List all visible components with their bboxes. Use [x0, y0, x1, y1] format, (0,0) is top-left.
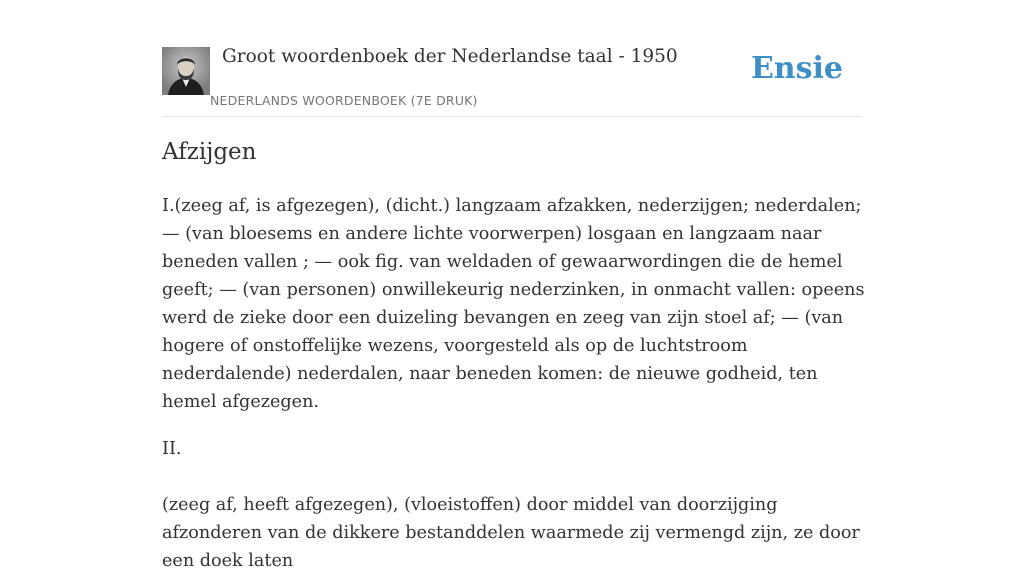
entry-title: Afzijgen — [162, 139, 257, 165]
source-subtitle[interactable]: NEDERLANDS WOORDENBOEK (7E DRUK) — [210, 93, 478, 108]
source-title[interactable]: Groot woordenboek der Nederlandse taal - 1950 — [222, 46, 678, 67]
definition-numeral-2: II. — [162, 439, 182, 459]
definition-1: I.(zeeg af, is afgezegen), (dicht.) langzaam afzakken, nederzijgen; nederdalen; — (van bloesems en andere lichte voorwerpen) losgaan en langzaam naar beneden vallen ; — ook fig. van weldaden of gewaarwordingen die de hemel geeft; — (van personen) onwillekeurig nederzinken, in onmacht vallen: opeens werd de zieke door een duizeling bevangen en zeeg van zijn stoel af; — (van hogere of onstoffelijke wezens, voorgesteld als op de luchtstroom nederdalende) nederdalen, naar beneden komen: de nieuwe godheid, ten hemel afgezegen. — [162, 196, 865, 412]
entry-body — [162, 192, 866, 575]
portrait-avatar[interactable] — [162, 47, 210, 95]
ensie-logo[interactable]: Ensie — [750, 51, 843, 86]
source-header — [162, 45, 862, 117]
portrait-icon — [162, 47, 210, 95]
definition-2: (zeeg af, heeft afgezegen), (vloeistoffen) door middel van doorzijging afzonderen van de dikkere bestanddelen waarmede zij vermengd zijn, ze door een doek laten — [162, 495, 860, 571]
